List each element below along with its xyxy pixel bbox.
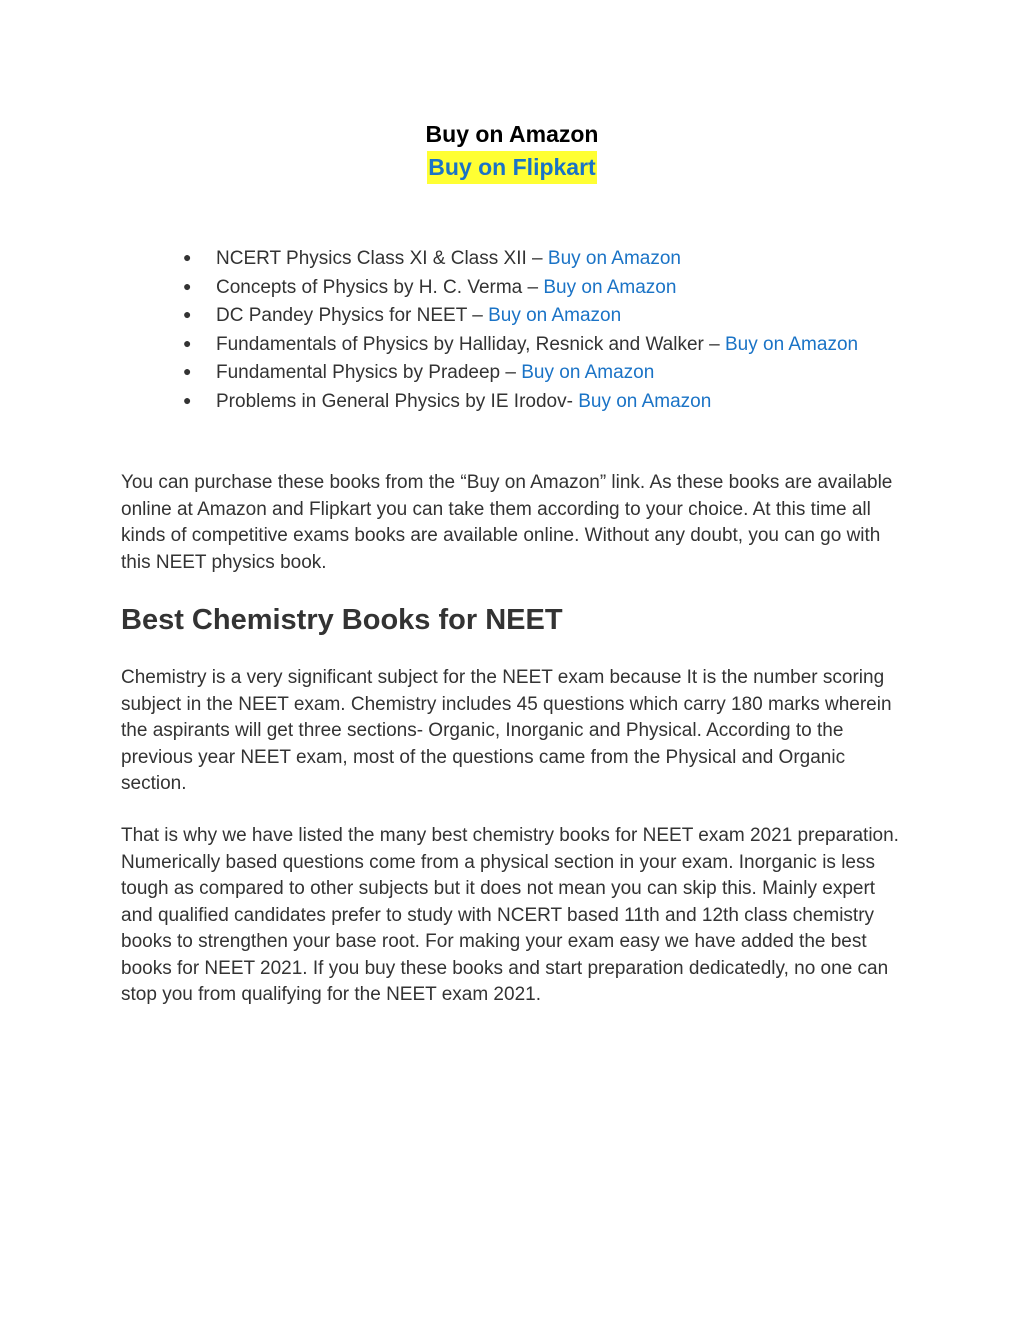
bullet-icon: ● — [183, 277, 192, 294]
top-buy-links — [0, 118, 1024, 184]
intro-paragraph: You can purchase these books from the “Buy on Amazon” link. As these books are available online at Amazon and Flipkart you can take them according to your choice. At this time all kinds of competitive exams books are available online. Without any doubt, you can go with this NEET physics book. — [121, 472, 893, 573]
book-title: Concepts of Physics by H. C. Verma – — [216, 276, 544, 298]
chemistry-heading: Best Chemistry Books for NEET — [121, 604, 563, 636]
list-item — [183, 301, 858, 330]
buy-on-amazon-link[interactable]: Buy on Amazon — [488, 305, 622, 327]
list-item — [183, 273, 858, 302]
buy-on-flipkart-top-link[interactable]: Buy on Flipkart — [427, 151, 596, 184]
book-title: NCERT Physics Class XI & Class XII – — [216, 248, 548, 269]
bullet-icon: ● — [183, 306, 192, 323]
buy-on-amazon-link[interactable]: Buy on Amazon — [578, 390, 712, 412]
list-item — [183, 244, 858, 273]
book-title: DC Pandey Physics for NEET – — [216, 305, 489, 327]
list-item — [183, 358, 858, 387]
physics-book-list — [183, 244, 858, 416]
bullet-icon: ● — [183, 363, 192, 380]
bullet-icon: ● — [183, 391, 192, 408]
buy-on-amazon-link[interactable]: Buy on Amazon — [547, 248, 681, 269]
bullet-icon: ● — [183, 249, 192, 265]
buy-on-amazon-top-link[interactable]: Buy on Amazon — [425, 121, 599, 147]
chemistry-paragraph-2: That is why we have listed the many best chemistry books for NEET exam 2021 preparation. Numerically based questions come from a physical section in your exam. Inorganic is less tough as compared to other subjects but it does not mean you can skip this. Mainly expert and qualified candidates prefer to study with NCERT based 11th and 12th class chemistry books to strengthen your base root. For making your exam easy we have added the best books for NEET 2021. If you buy these books and start preparation dedicatedly, no one can stop you from qualifying for the NEET exam 2021. — [121, 825, 899, 1005]
buy-on-amazon-link[interactable]: Buy on Amazon — [725, 333, 859, 355]
book-title: Fundamentals of Physics by Halliday, Resnick and Walker – — [216, 333, 725, 355]
buy-on-amazon-link[interactable]: Buy on Amazon — [543, 276, 677, 298]
book-title: Fundamental Physics by Pradeep – — [216, 362, 522, 384]
list-item — [183, 387, 858, 416]
chemistry-paragraph-1: Chemistry is a very significant subject for the NEET exam because It is the number scoring subject in the NEET exam. Chemistry includes 45 questions which carry 180 marks wherein the aspirants will get three sections- Organic, Inorganic and Physical. According to the previous year NEET exam, most of the questions came from the Physical and Organic section. — [121, 667, 892, 794]
book-title: Problems in General Physics by IE Irodov- — [216, 390, 579, 412]
bullet-icon: ● — [183, 334, 192, 351]
list-item — [183, 330, 858, 359]
buy-on-amazon-link[interactable]: Buy on Amazon — [521, 362, 655, 384]
